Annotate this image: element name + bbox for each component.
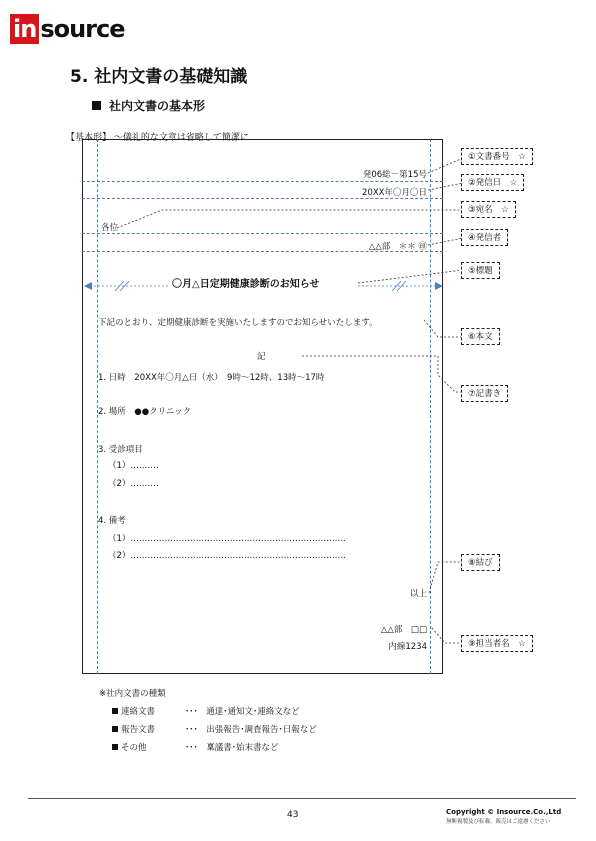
doc-body: 下記のとおり、定期健康診断を実施いたしますのでお知らせいたします。 [98,318,378,328]
doc-item-4-1: （1）‥‥‥‥‥‥‥‥‥‥‥‥‥‥‥‥‥‥‥‥‥‥‥‥‥‥‥‥‥‥‥‥‥‥‥‥‥‥ [108,534,347,544]
basic-form-subtitle: 【基本形】 ～儀礼的な文章は省略して簡潔に [66,133,249,143]
doc-sender: △△部 ＊＊ ㊞ [368,242,427,252]
doc-number: 発06総－第15号 [362,170,427,180]
leader-9 [432,628,463,643]
doc-contact-dept: △△部 □□ [380,625,427,635]
left-arrowhead-icon [84,282,92,290]
doc-item-3-2: （2）‥‥‥‥‥ [108,479,159,489]
doc-type-row [112,740,279,756]
doc-ijo: 以上 [409,589,427,599]
chapter-title: 5. 社内文書の基礎知識 [70,67,248,87]
doc-addressee: 各位 [101,223,119,233]
reproduction-notice: 無断複製及び転載、販売はご遠慮ください [446,819,551,825]
leader-3 [117,210,463,228]
doc-types-heading: ※社内文書の種類 [99,689,166,699]
leader-5 [358,270,463,283]
footer-divider [28,798,576,799]
leader-4 [428,238,463,245]
doc-ki: 記 [257,352,266,362]
doc-contact-ext: 内線1234 [388,642,427,652]
doc-type-desc: ･･･ 出張報告･調査報告･日報など [185,725,317,735]
doc-item-3-1: （1）‥‥‥‥‥ [108,461,159,471]
doc-type-desc: ･･･ 通達･通知文･連絡文など [185,707,300,717]
note-addressee: ③宛名 ☆ [461,201,516,218]
doc-item-4-2: （2）‥‥‥‥‥‥‥‥‥‥‥‥‥‥‥‥‥‥‥‥‥‥‥‥‥‥‥‥‥‥‥‥‥‥‥‥‥‥ [108,551,347,561]
doc-type-name: 連絡文書 [121,707,156,717]
doc-title: 〇月△日定期健康診断のお知らせ [172,279,320,290]
square-bullet-icon [112,744,118,750]
leader-8 [429,562,463,593]
square-bullet-icon [112,708,118,714]
right-arrowhead-icon [435,282,443,290]
leader-lines [117,158,463,643]
doc-type-row [112,722,317,738]
note-doc-number: ①文書番号 ☆ [461,148,533,165]
doc-item-1: 1. 日時 20XX年〇月△日（水） 9時～12時、13時～17時 [98,373,325,383]
leader-1 [428,158,463,173]
doc-type-desc: ･･･ 稟議書･始末書など [185,743,279,753]
leader-7 [302,356,463,392]
doc-type-name: 報告文書 [121,725,156,735]
square-bullet-icon [112,726,118,732]
note-ki: ⑦記書き [461,385,508,402]
logo-in-mark: in [10,14,39,44]
note-title: ⑤標題 [461,262,500,279]
copyright-text: Copyright © Insource.Co.,Ltd [446,808,562,816]
note-person-in-charge: ⑨担当者名 ☆ [461,635,533,652]
doc-date: 20XX年〇月〇日 [362,188,427,198]
section-title-text: 社内文書の基本形 [109,99,206,113]
doc-item-2: 2. 場所 ●●クリニック [98,407,192,417]
logo-wordmark: source [40,15,125,43]
note-body: ⑥本文 [461,328,500,345]
copyright-block [446,807,561,827]
doc-item-3: 3. 受診項目 [98,445,143,455]
doc-type-name: その他 [121,743,147,753]
note-date: ②発信日 ☆ [461,174,524,191]
doc-type-row [112,704,300,720]
note-closing: ⑧結び [461,554,500,571]
page-number: 43 [287,810,299,820]
leader-6 [424,320,463,337]
doc-item-4: 4. 備考 [98,516,126,526]
leader-2 [428,183,463,190]
note-sender: ④発信者 [461,229,508,246]
